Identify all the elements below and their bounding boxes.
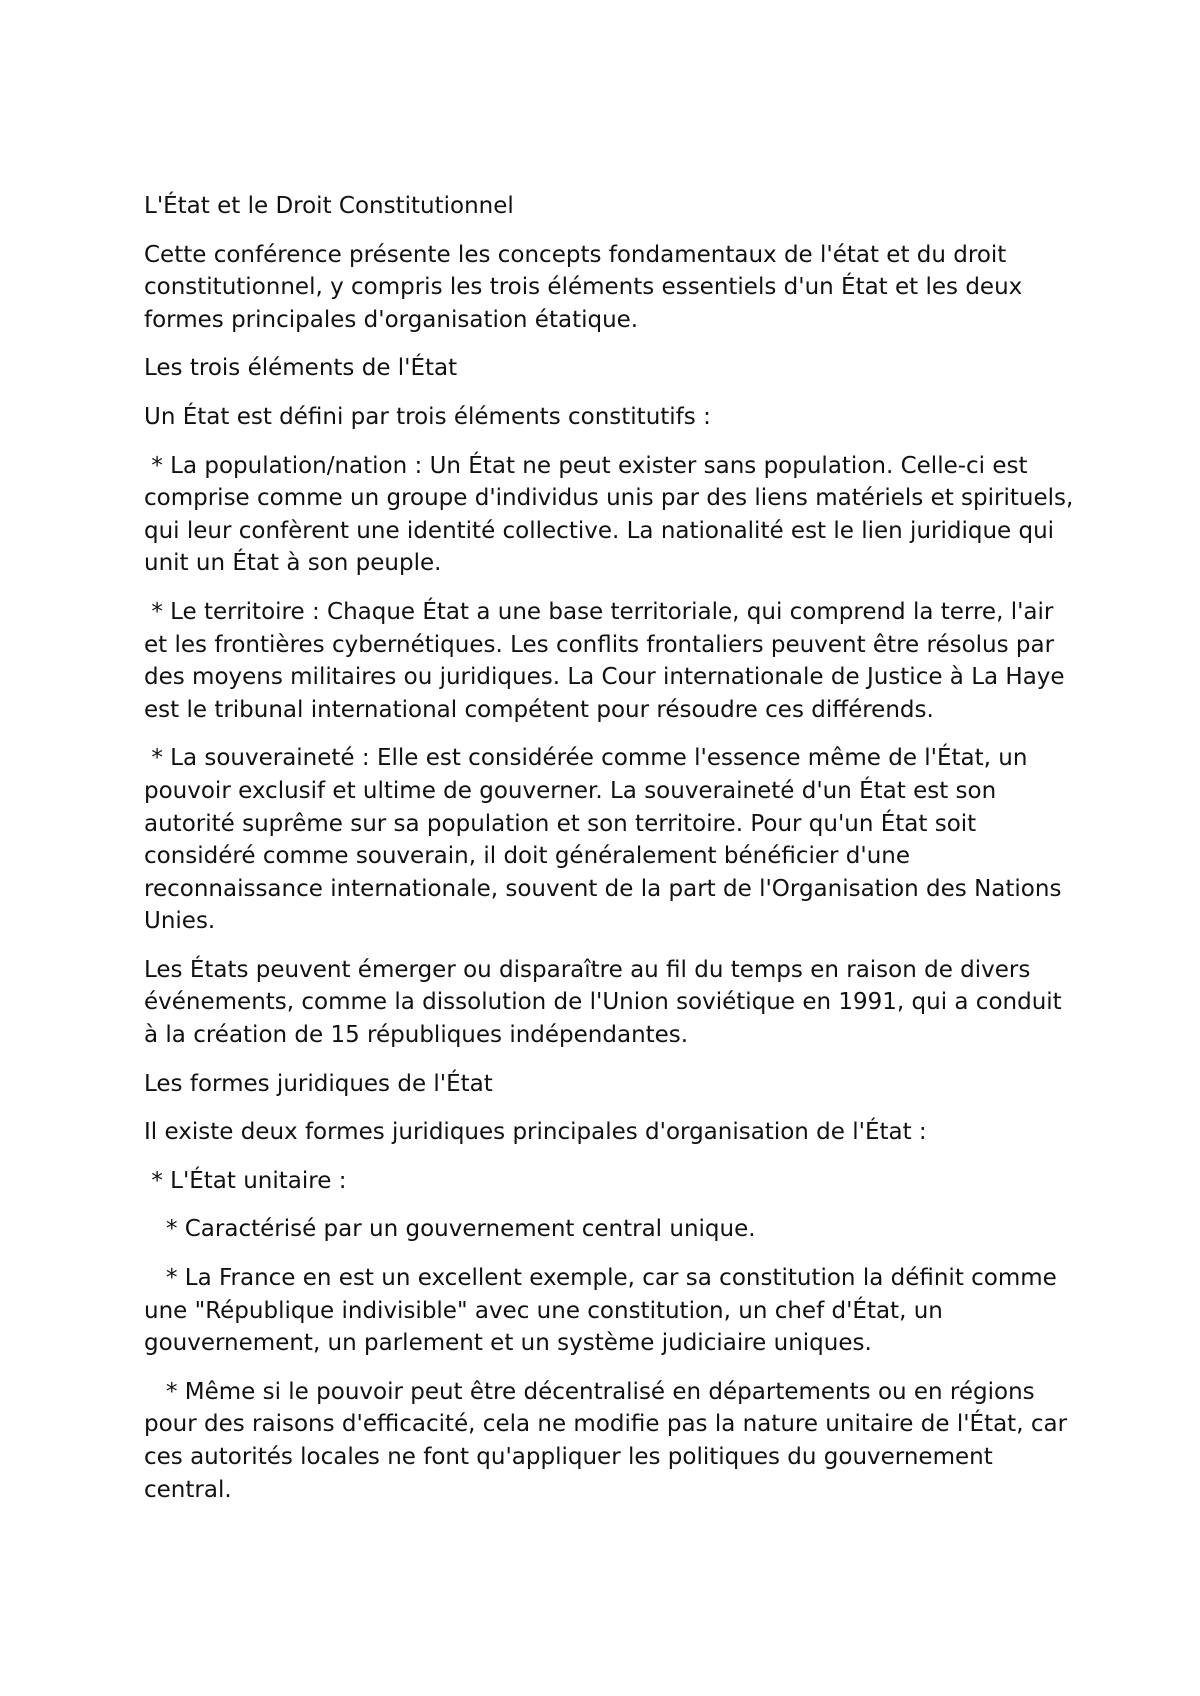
sub-list-item: * La France en est un excellent exemple, car sa constitution la définit comme une "République indivisible" avec une constitution, un chef d'État, un gouvernement, un parlement et un système judiciaire uniques. <box>144 1265 1065 1357</box>
section-heading-formes: Les formes juridiques de l'État <box>144 1070 493 1097</box>
section-lead-formes: Il existe deux formes juridiques principales d'organisation de l'État : <box>144 1119 927 1146</box>
document-title: L'État et le Droit Constitutionnel <box>144 193 514 219</box>
list-item-population: * La population/nation : Un État ne peut exister sans population. Celle-ci est comprise comme un groupe d'individus unis par des liens matériels et spirituels, qui leur confèrent une identité collective. La nationalité est le lien juridique qui unit un État à son peuple. <box>144 452 1081 577</box>
document-body <box>144 190 1081 1522</box>
section-heading-elements: Les trois éléments de l'État <box>144 355 458 382</box>
list-item-etat-unitaire: * L'État unitaire : <box>144 1167 347 1194</box>
intro-paragraph: Cette conférence présente les concepts fondamentaux de l'état et du droit constitutionnel, y compris les trois éléments essentiels d'un État et les deux formes principales d'organisation étatique. <box>144 241 1030 333</box>
sub-list-item: * Même si le pouvoir peut être décentralisé en départements ou en régions pour des raisons d'efficacité, cela ne modifie pas la nature unitaire de l'État, car ces autorités locales ne font qu'appliquer les politiques du gouvernement central. <box>144 1378 1075 1503</box>
closing-paragraph: Les États peuvent émerger ou disparaître au fil du temps en raison de divers événements, comme la dissolution de l'Union soviétique en 1991, qui a conduit à la création de 15 républiques indépendantes. <box>144 956 1069 1049</box>
section-lead-elements: Un État est défini par trois éléments constitutifs : <box>144 403 711 430</box>
list-item-territoire: * Le territoire : Chaque État a une base territoriale, qui comprend la terre, l'air et les frontières cybernétiques. Les conflits frontaliers peuvent être résolus par des moyens militaires ou juridiques. La Cour internationale de Justice à La Haye est le tribunal international compétent pour résoudre ces différends. <box>144 598 1072 723</box>
sub-list-item: * Caractérisé par un gouvernement central unique. <box>144 1216 756 1243</box>
list-item-souverainete: * La souveraineté : Elle est considérée comme l'essence même de l'État, un pouvoir exclusif et ultime de gouverner. La souveraineté d'un État est son autorité suprême sur sa population et son territoire. Pour qu'un État soit considéré comme souverain, il doit généralement bénéficier d'une reconnaissance internationale, souvent de la part de l'Organisation des Nations Unies. <box>144 745 1069 935</box>
